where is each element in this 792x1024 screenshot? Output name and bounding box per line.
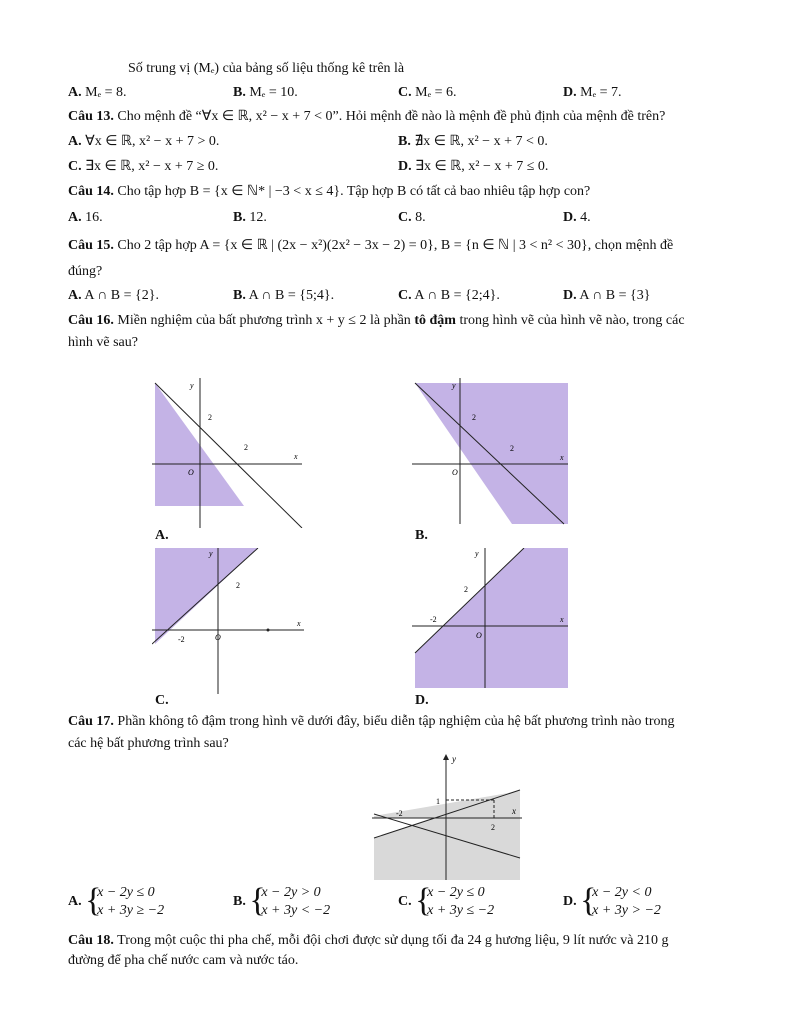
q13-option-c: C. ∃x ∈ ℝ, x² − x + 7 ≥ 0. — [68, 159, 219, 174]
figure-b-label: B. — [415, 528, 428, 543]
q17-figure — [372, 752, 522, 882]
x-axis-label: x — [294, 452, 298, 461]
x-axis-label: x — [512, 806, 516, 816]
q12-option-c: C. Mₑ = 6. — [398, 85, 457, 100]
q14-option-b: B. 12. — [233, 210, 267, 225]
q13-option-a: A. ∀x ∈ ℝ, x² − x + 7 > 0. — [68, 134, 220, 149]
q17-option-c: C. { x − 2y ≤ 0 x + 3y ≤ −2 — [398, 882, 495, 919]
q15-question-cont: đúng? — [68, 264, 103, 279]
q15-option-d: D. A ∩ B = {3} — [563, 288, 651, 303]
q17-question-cont: các hệ bất phương trình sau? — [68, 736, 229, 751]
figure-c-label: C. — [155, 693, 169, 708]
q12-option-d: D. Mₑ = 7. — [563, 85, 622, 100]
figure-d-label: D. — [415, 693, 429, 708]
origin-label: O — [476, 631, 482, 640]
x-axis-label: x — [560, 615, 564, 624]
q17-option-a: A. { x − 2y ≤ 0 x + 3y ≥ −2 — [68, 882, 165, 919]
tick-two: 2 — [491, 823, 495, 832]
x-axis-label: x — [297, 619, 301, 628]
q13-option-b: B. ∄x ∈ ℝ, x² − x + 7 < 0. — [398, 134, 548, 149]
y-axis-label: y — [475, 549, 479, 558]
q13-option-d: D. ∃x ∈ ℝ, x² − x + 7 ≤ 0. — [398, 159, 549, 174]
tick-one: 1 — [436, 797, 440, 806]
q14-option-a: A. 16. — [68, 210, 103, 225]
q15-question: Câu 15. Cho 2 tập hợp A = {x ∈ ℝ | (2x − x²)(2x² − 3x − 2) = 0}, B = {n ∈ ℕ | 3 < n² < 30}, chọn mệnh đề — [68, 238, 674, 253]
q18-question: Câu 18. Trong một cuộc thi pha chế, mỗi đội chơi được sử dụng tối đa 24 g hương liệu, 9 lít nước và 210 g — [68, 933, 669, 948]
origin-label: O — [215, 633, 221, 642]
y-tick-label: 2 — [472, 413, 476, 422]
y-axis-label: y — [190, 381, 194, 390]
origin-label: O — [452, 468, 458, 477]
shaded-region — [415, 548, 568, 688]
x-tick-label: -2 — [178, 635, 185, 644]
x-axis-label: x — [560, 453, 564, 462]
q16-question: Câu 16. Miền nghiệm của bất phương trình x + y ≤ 2 là phần tô đậm trong hình vẽ của hình vẽ nào, trong các — [68, 313, 685, 328]
q15-option-c: C. A ∩ B = {2;4}. — [398, 288, 500, 303]
origin-label: O — [188, 468, 194, 477]
q16-figure-d — [412, 548, 572, 692]
y-axis-label: y — [452, 381, 456, 390]
x-tick-label: 2 — [510, 444, 514, 453]
q16-figure-b — [412, 378, 572, 528]
figure-a-label: A. — [155, 528, 169, 543]
y-tick-label: 2 — [464, 585, 468, 594]
q14-option-c: C. 8. — [398, 210, 426, 225]
q15-option-b: B. A ∩ B = {5;4}. — [233, 288, 335, 303]
q12-option-a: A. Mₑ = 8. — [68, 85, 127, 100]
q18-question-cont: đường để pha chế nước cam và nước táo. — [68, 953, 299, 968]
q12-intro: Số trung vị (Mₑ) của bảng số liệu thống kê trên là — [128, 61, 405, 76]
q17-question: Câu 17. Phần không tô đậm trong hình vẽ dưới đây, biểu diễn tập nghiệm của hệ bất phương trình nào trong — [68, 714, 675, 729]
y-tick-label: 2 — [208, 413, 212, 422]
tick-neg-two: -2 — [396, 809, 403, 818]
q16-figure-a — [152, 378, 304, 528]
q15-option-a: A. A ∩ B = {2}. — [68, 288, 159, 303]
q13-question: Câu 13. Cho mệnh đề “∀x ∈ ℝ, x² − x + 7 < 0”. Hỏi mệnh đề nào là mệnh đề phủ định của mệnh đề trên? — [68, 109, 666, 124]
q14-question: Câu 14. Cho tập hợp B = {x ∈ ℕ* | −3 < x ≤ 4}. Tập hợp B có tất cả bao nhiêu tập hợp con? — [68, 184, 591, 199]
x-tick-label: -2 — [430, 615, 437, 624]
q16-figure-c — [152, 548, 307, 694]
x-tick-label: 2 — [244, 443, 248, 452]
q17-option-d: D. { x − 2y < 0 x + 3y > −2 — [563, 882, 661, 919]
q16-question-cont: hình vẽ sau? — [68, 335, 138, 350]
q14-option-d: D. 4. — [563, 210, 591, 225]
y-axis-label: y — [452, 754, 456, 764]
y-tick-label: 2 — [236, 581, 240, 590]
q12-option-b: B. Mₑ = 10. — [233, 85, 298, 100]
q17-option-b: B. { x − 2y > 0 x + 3y < −2 — [233, 882, 331, 919]
y-axis-label: y — [209, 549, 213, 558]
